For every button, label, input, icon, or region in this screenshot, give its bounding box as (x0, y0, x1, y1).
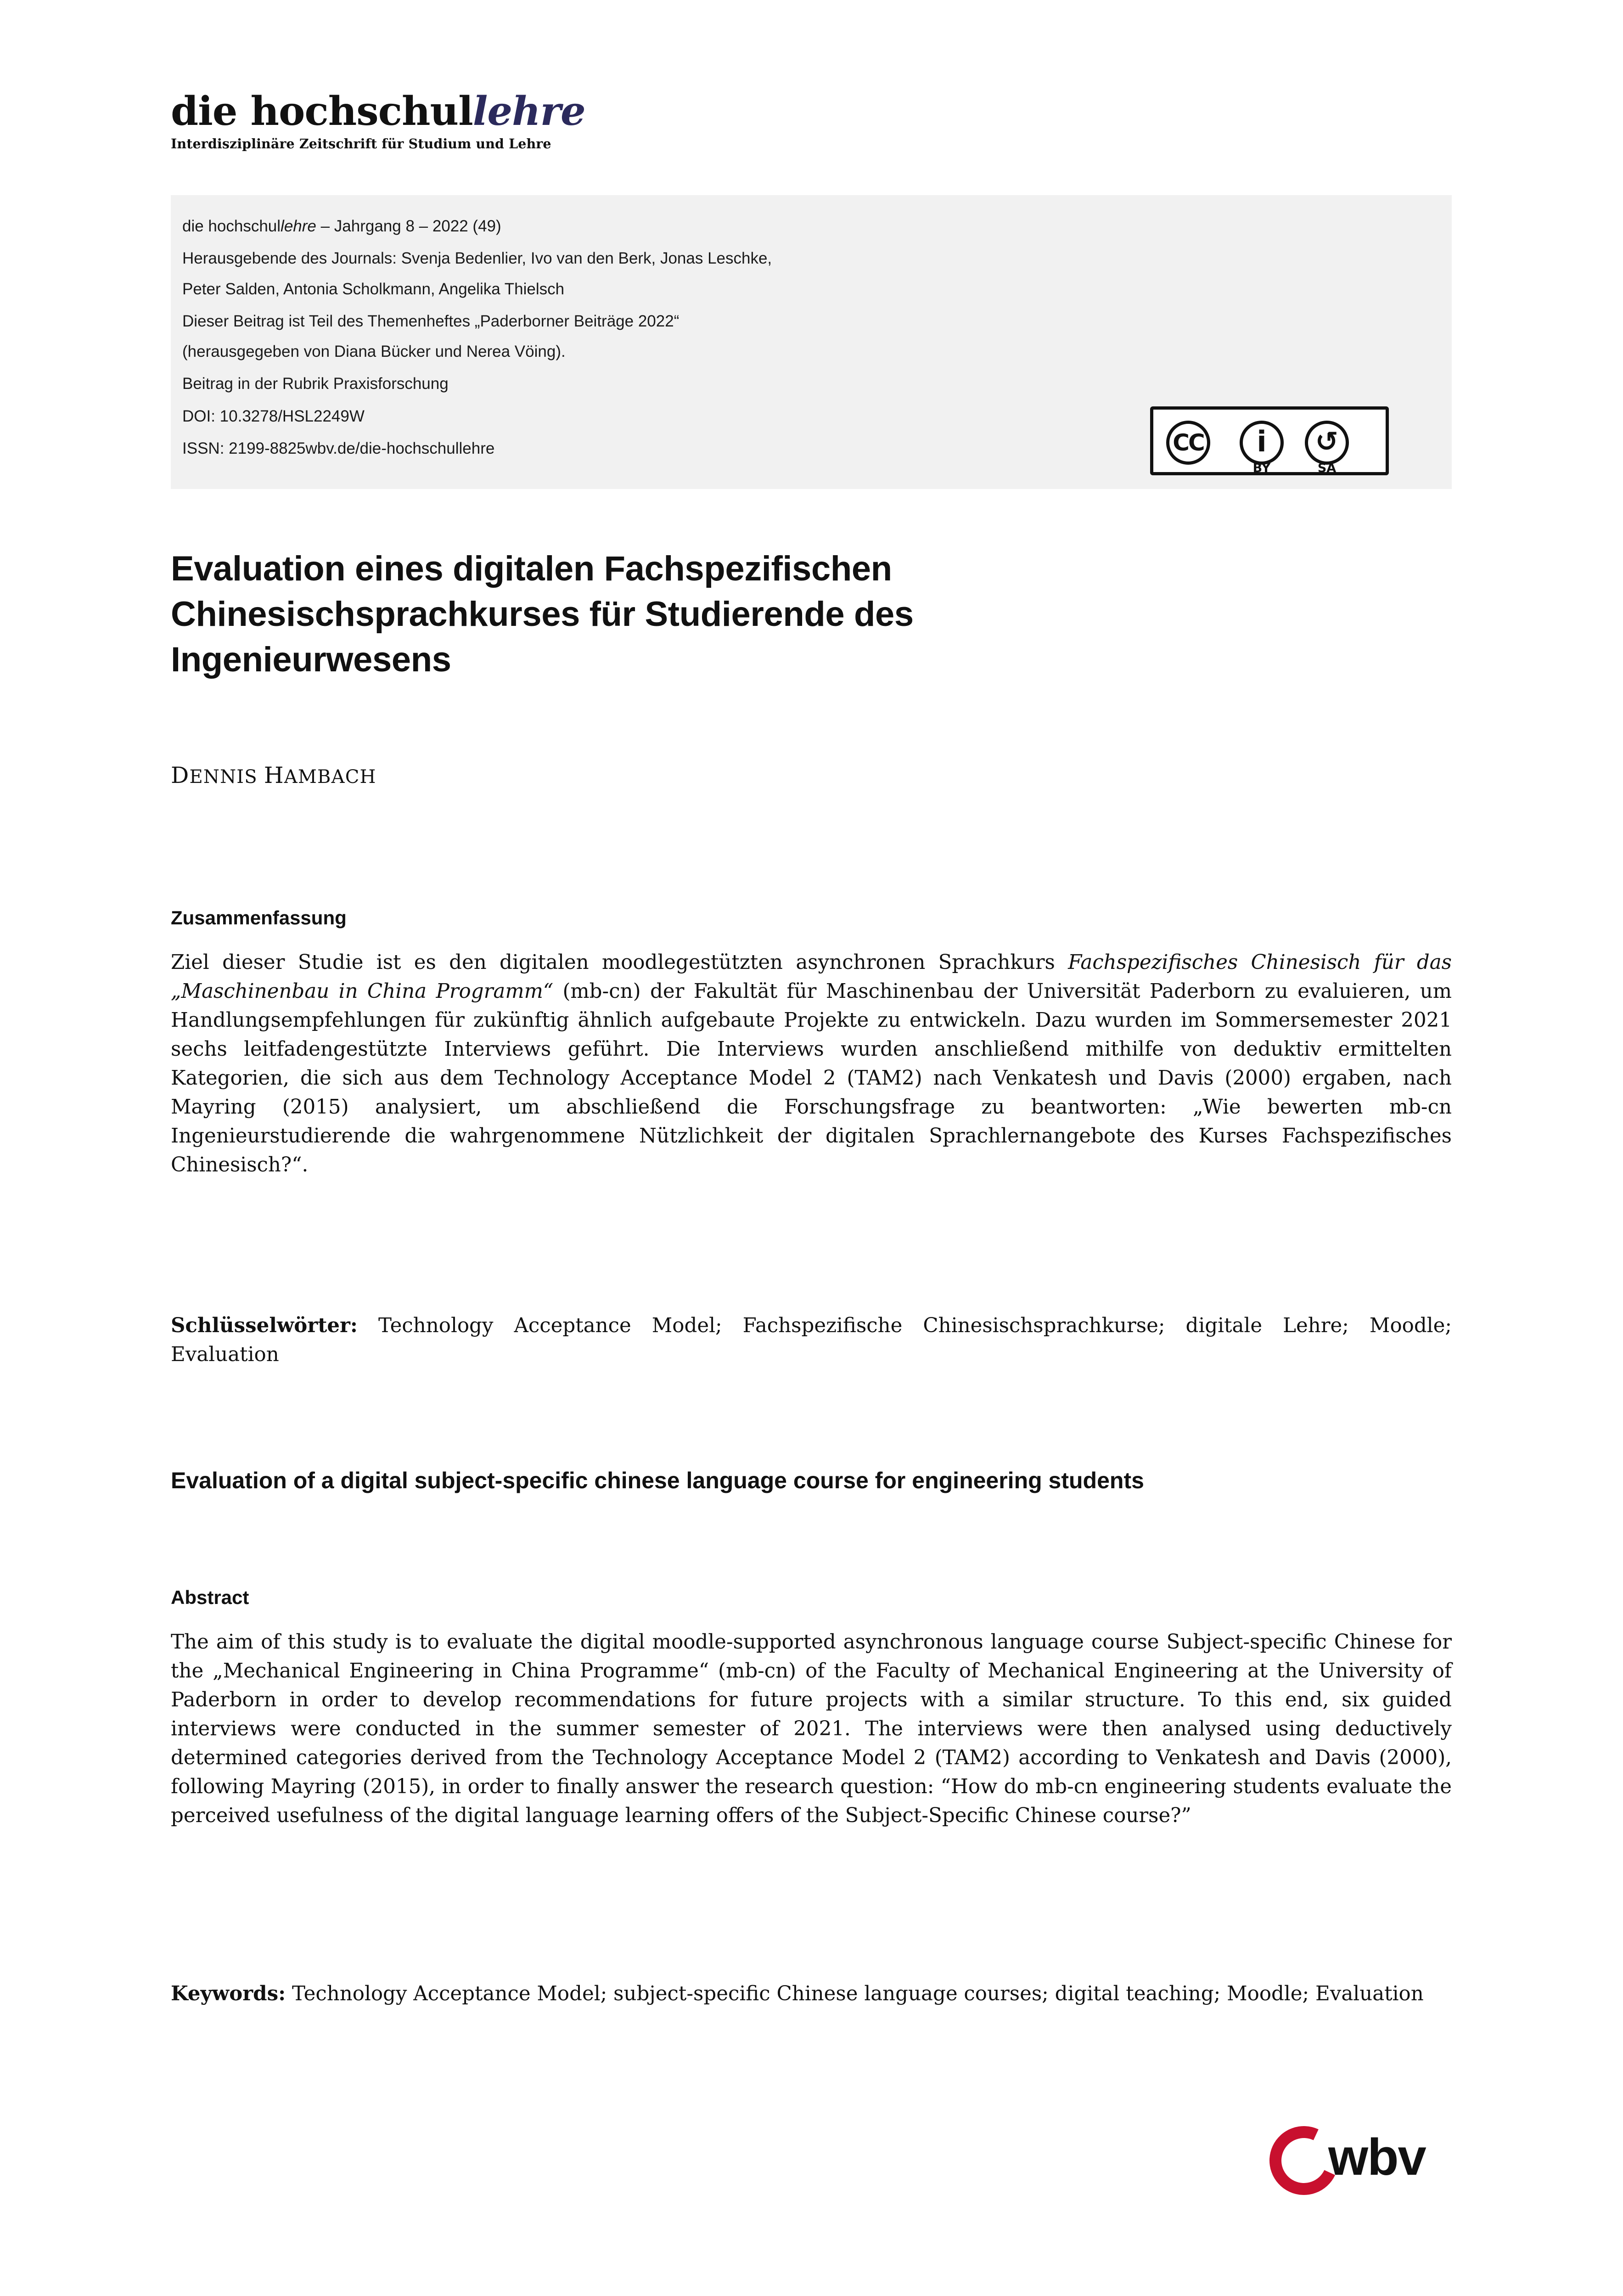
author-first-rest: ENNIS (189, 766, 258, 788)
journal-title-plain: die hochschul (171, 88, 473, 135)
abstract-en-text: The aim of this study is to evaluate the digital moodle-supported asynchronous language course Subject-specific Chinese for the „Mechanical Engineering in China Programme“ (mb-cn) of the Faculty of Mechanical Engineering at the University of Paderborn in order to develop recommendations for future projects with a similar structure. To this end, six guided interviews were conducted in the summer semester of 2021. The interviews were then analysed using deductively determined categories derived from the Technology Acceptance Model 2 (TAM2) according to Venkatesh and Davis (2000), following Mayring (2015), in order to finally answer the research question: “How do mb-cn engineering students evaluate the perceived usefulness of the digital language learning offers of the Subject-Specific Chinese course?” (171, 1631, 1452, 1828)
author-last-initial: H (264, 762, 284, 788)
editors-line-1: Herausgebende des Journals: Svenja Bedenlier, Ivo van den Berk, Jonas Leschke, (182, 249, 772, 268)
wbv-wordmark: wbv (1328, 2128, 1426, 2186)
journal-title (171, 88, 722, 135)
editors-line-2: Peter Salden, Antonia Scholkmann, Angelika Thielsch (182, 280, 565, 298)
journal-subtitle: Interdisziplinäre Zeitschrift für Studium und Lehre (171, 136, 551, 152)
issn-value: ISSN: 2199-8825 (182, 439, 306, 458)
cc-glyph: CC (1173, 429, 1204, 456)
journal-metadata-lines (182, 215, 1146, 470)
issue-topic-line-2: (herausgegeben von Diana Bücker und Nerea Vöing). (182, 343, 566, 361)
cc-sa-arrow-icon: ↺ (1315, 426, 1339, 458)
publisher-logo (1269, 2122, 1453, 2227)
abstract-en-heading: Abstract (171, 1587, 249, 1608)
doi-line: DOI: 10.3278/HSL2249W (182, 407, 365, 425)
cc-by-label: BY (1252, 461, 1271, 475)
issn-website-line (182, 438, 1146, 460)
title-en: Evaluation of a digital subject-specific chinese language course for engineering students (171, 1468, 1144, 1493)
abstract-de-part-1: Ziel dieser Studie ist es den digitalen moodlegestützten asynchronen Sprachkurs (171, 951, 1068, 974)
rubric-line: Beitrag in der Rubrik Praxisforschung (182, 375, 449, 393)
abstract-de-course-title: Fachspezifisches Chinesisch für das „Maschinenbau in China Programm“ (171, 951, 1452, 1003)
creative-commons-badge[interactable] (1150, 406, 1389, 475)
page-title: Evaluation eines digitalen Fachspezifischen Chinesischsprachkurses für Studierende des Ingenieurwesens (171, 549, 914, 679)
keywords-en (171, 1979, 1452, 2009)
abstract-de-heading: Zusammenfassung (171, 907, 347, 929)
keywords-en-label: Keywords: (171, 1982, 286, 2005)
journal-website-link[interactable]: wbv.de/die-hochschullehre (305, 439, 495, 458)
author-last-rest: AMBACH (284, 766, 376, 788)
keywords-de-text: Technology Acceptance Model; Fachspezifische Chinesischsprachkurse; digitale Lehre; Moodle; Evaluation (171, 1314, 1452, 1367)
issue-prefix: die hochschul (182, 217, 281, 235)
keywords-de-label: Schlüsselwörter: (171, 1314, 358, 1337)
abstract-de-part-2: (mb-cn) der Fakultät für Maschinenbau der Universität Paderborn zu evaluieren, um Handlungsempfehlungen für zukünftig ähnlich aufgebaute Projekte zu entwickeln. Dazu wurden im Sommersemester 2021 sechs leitfadengestützte Interviews geführt. Die Interviews wurden anschließend mithilfe von deduktiv ermittelten Kategorien, die sich aus dem Technology Acceptance Model 2 (TAM2) nach Venkatesh und Davis (2000) ergaben, nach Mayring (2015) analysiert, um abschließend die Forschungsfrage zu beantworten: „Wie bewerten mb-cn Ingenieurstudierende die wahrgenommene Nützlichkeit der digitalen Sprachlernangebote des Kurses Fachspezifisches Chinesisch?“. (171, 980, 1452, 1177)
keywords-de (171, 1311, 1452, 1369)
keywords-en-text: Technology Acceptance Model; subject-specific Chinese language courses; digital teaching; Moodle; Evaluation (286, 1982, 1424, 2005)
issue-italic: lehre (281, 217, 316, 235)
journal-title-italic: lehre (472, 88, 585, 135)
issue-suffix: – Jahrgang 8 – 2022 (49) (316, 217, 501, 235)
issue-topic-line-1: Dieser Beitrag ist Teil des Themenheftes „Paderborner Beiträge 2022“ (182, 312, 680, 330)
issue-line (182, 215, 1146, 237)
cc-by-person-icon: i (1257, 425, 1267, 458)
author-first-initial: D (171, 762, 190, 788)
author-name (171, 762, 1089, 788)
abstract-de-text (171, 948, 1452, 1180)
cc-sa-label: SA (1317, 461, 1337, 475)
journal-masthead (171, 88, 722, 152)
